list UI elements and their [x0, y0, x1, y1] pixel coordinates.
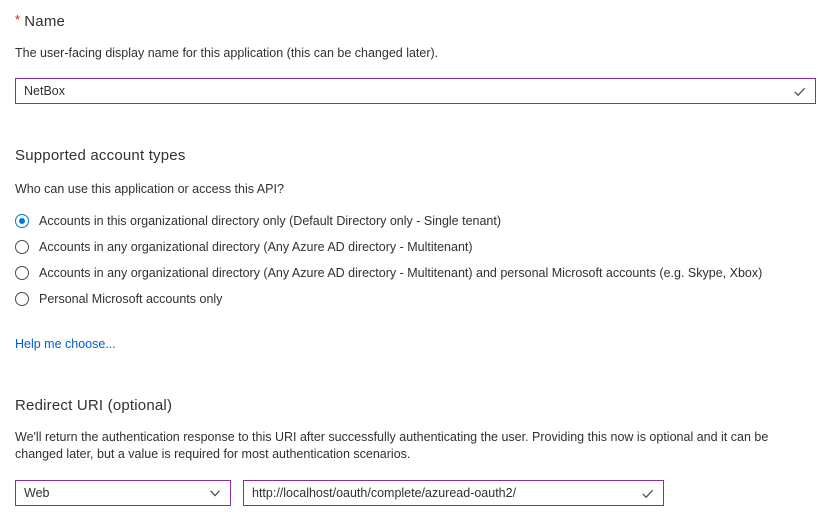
name-section [15, 12, 816, 104]
name-section-title [15, 12, 816, 30]
radio-option-label: Accounts in any organizational directory (Any Azure AD directory - Multitenant) and personal Microsoft accounts (e.g. Skype, Xbox) [39, 266, 763, 280]
required-asterisk: * [15, 12, 21, 27]
check-icon [792, 84, 807, 99]
radio-icon[interactable] [15, 292, 29, 306]
redirect-uri-section [15, 397, 816, 506]
radio-option-personal-only[interactable] [15, 286, 816, 312]
redirect-uri-input[interactable] [244, 481, 640, 505]
redirect-uri-input-container [243, 480, 664, 506]
radio-option-label: Personal Microsoft accounts only [39, 292, 223, 306]
radio-icon[interactable] [15, 240, 29, 254]
check-icon [640, 486, 655, 501]
radio-icon[interactable] [15, 266, 29, 280]
radio-option-single-tenant[interactable] [15, 208, 816, 234]
redirect-uri-fields [15, 480, 816, 506]
radio-icon[interactable] [15, 214, 29, 228]
name-input[interactable] [16, 79, 792, 103]
account-types-question: Who can use this application or access this API? [15, 182, 284, 196]
radio-option-multitenant-personal[interactable] [15, 260, 816, 286]
platform-select[interactable] [15, 480, 231, 506]
radio-option-label: Accounts in any organizational directory (Any Azure AD directory - Multitenant) [39, 240, 473, 254]
supported-account-types-title: Supported account types [15, 147, 186, 164]
account-type-options [15, 208, 816, 312]
radio-option-label: Accounts in this organizational directory only (Default Directory only - Single tenant) [39, 214, 502, 228]
platform-select-value: Web [24, 486, 50, 500]
redirect-uri-description: We'll return the authentication response to this URI after successfully authenticating the user. Providing this now is optional and it can be changed later, but a value is required for most authentication scenarios. [15, 430, 769, 461]
name-description: The user-facing display name for this application (this can be changed later). [15, 46, 439, 60]
radio-option-multitenant[interactable] [15, 234, 816, 260]
help-me-choose-link[interactable]: Help me choose... [15, 337, 116, 351]
supported-account-types-section [15, 147, 816, 353]
name-input-container [15, 78, 816, 104]
redirect-uri-title: Redirect URI (optional) [15, 397, 173, 414]
chevron-down-icon [208, 486, 222, 500]
name-label: Name [24, 13, 66, 30]
